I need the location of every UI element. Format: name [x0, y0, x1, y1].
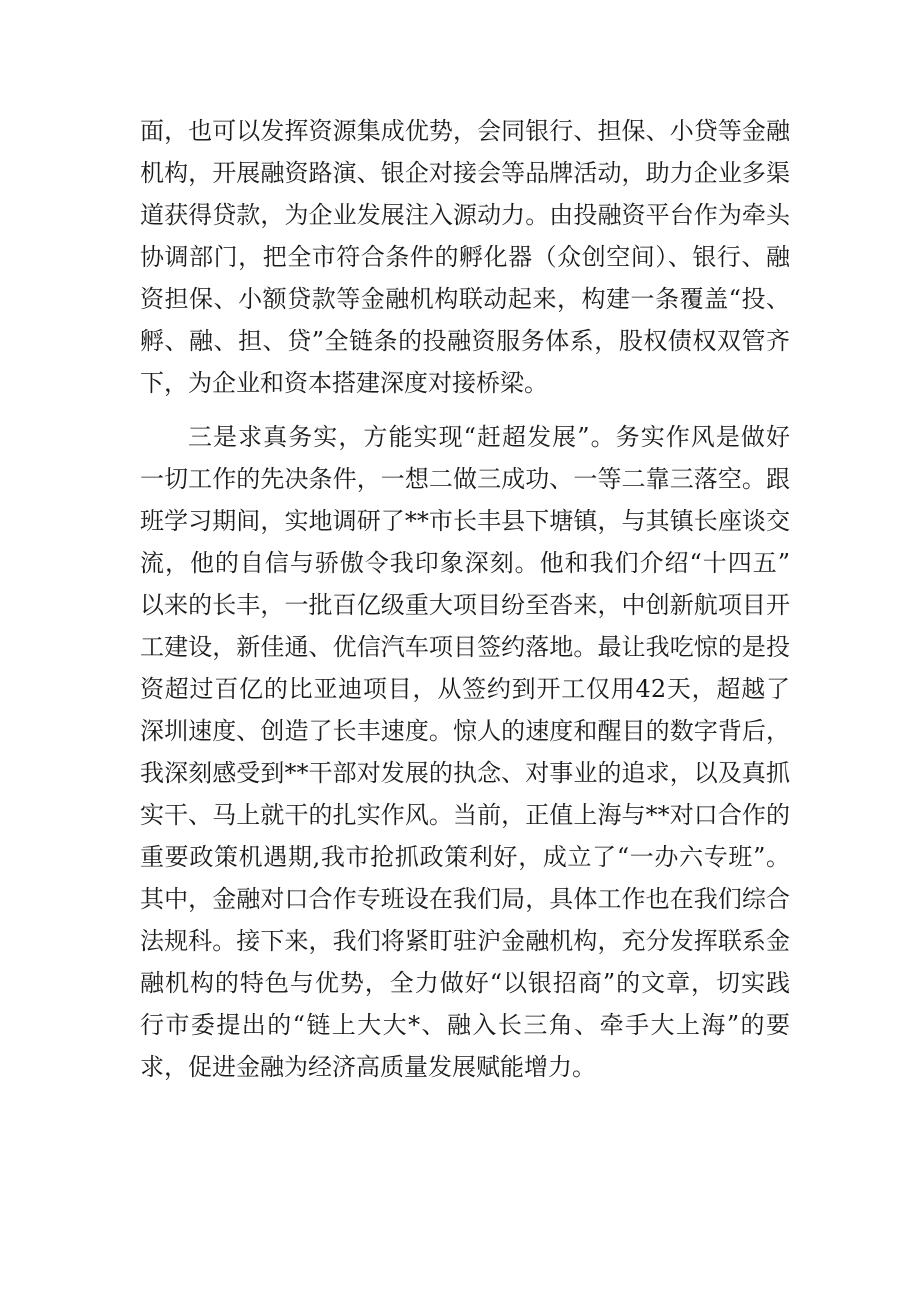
text-line: 机构，开展融资路演、银企对接会等品牌活动，助力企业多渠 [140, 159, 790, 187]
text-line: 实干、马上就干的扎实作风。当前，正值上海与**对口合作的 [140, 801, 790, 829]
text-line: 以来的长丰，一批百亿级重大项目纷至沓来，中创新航项目开 [140, 591, 790, 619]
text-line: 法规科。接下来，我们将紧盯驻沪金融机构，充分发挥联系金 [140, 927, 790, 955]
text-line: 流，他的自信与骄傲令我印象深刻。他和我们介绍“十四五” [140, 549, 790, 577]
text-line: 孵、融、担、贷”全链条的投融资服务体系，股权债权双管齐 [140, 327, 790, 355]
text-line: 一切工作的先决条件，一想二做三成功、一等二靠三落空。跟 [140, 465, 790, 493]
text-line: 其中，金融对口合作专班设在我们局，具体工作也在我们综合 [140, 885, 790, 913]
text-line: 求，促进金融为经济高质量发展赋能增力。 [140, 1053, 596, 1081]
text-line: 资超过百亿的比亚迪项目，从签约到开工仅用42天，超越了 [140, 675, 790, 703]
text-line: 我深刻感受到**干部对发展的执念、对事业的追求，以及真抓 [140, 759, 790, 787]
text-line: 下，为企业和资本搭建深度对接桥梁。 [140, 369, 548, 397]
text-line: 面，也可以发挥资源集成优势，会同银行、担保、小贷等金融 [140, 117, 790, 145]
text-line: 重要政策机遇期,我市抢抓政策利好，成立了“一办六专班”。 [140, 843, 790, 871]
text-line: 深圳速度、创造了长丰速度。惊人的速度和醒目的数字背后， [140, 717, 790, 745]
text-line: 三是求真务实，方能实现“赶超发展”。务实作风是做好 [188, 423, 790, 451]
text-line: 资担保、小额贷款等金融机构联动起来，构建一条覆盖“投、 [140, 285, 790, 313]
text-line: 工建设，新佳通、优信汽车项目签约落地。最让我吃惊的是投 [140, 633, 790, 661]
text-line: 融机构的特色与优势，全力做好“以银招商”的文章，切实践 [140, 969, 790, 997]
text-line: 道获得贷款，为企业发展注入源动力。由投融资平台作为牵头 [140, 201, 790, 229]
text-line: 行市委提出的“链上大大*、融入长三角、牵手大上海”的要 [140, 1011, 790, 1039]
text-line: 班学习期间，实地调研了**市长丰县下塘镇，与其镇长座谈交 [140, 507, 790, 535]
text-line: 协调部门，把全市符合条件的孵化器（众创空间）、银行、融 [140, 243, 790, 271]
